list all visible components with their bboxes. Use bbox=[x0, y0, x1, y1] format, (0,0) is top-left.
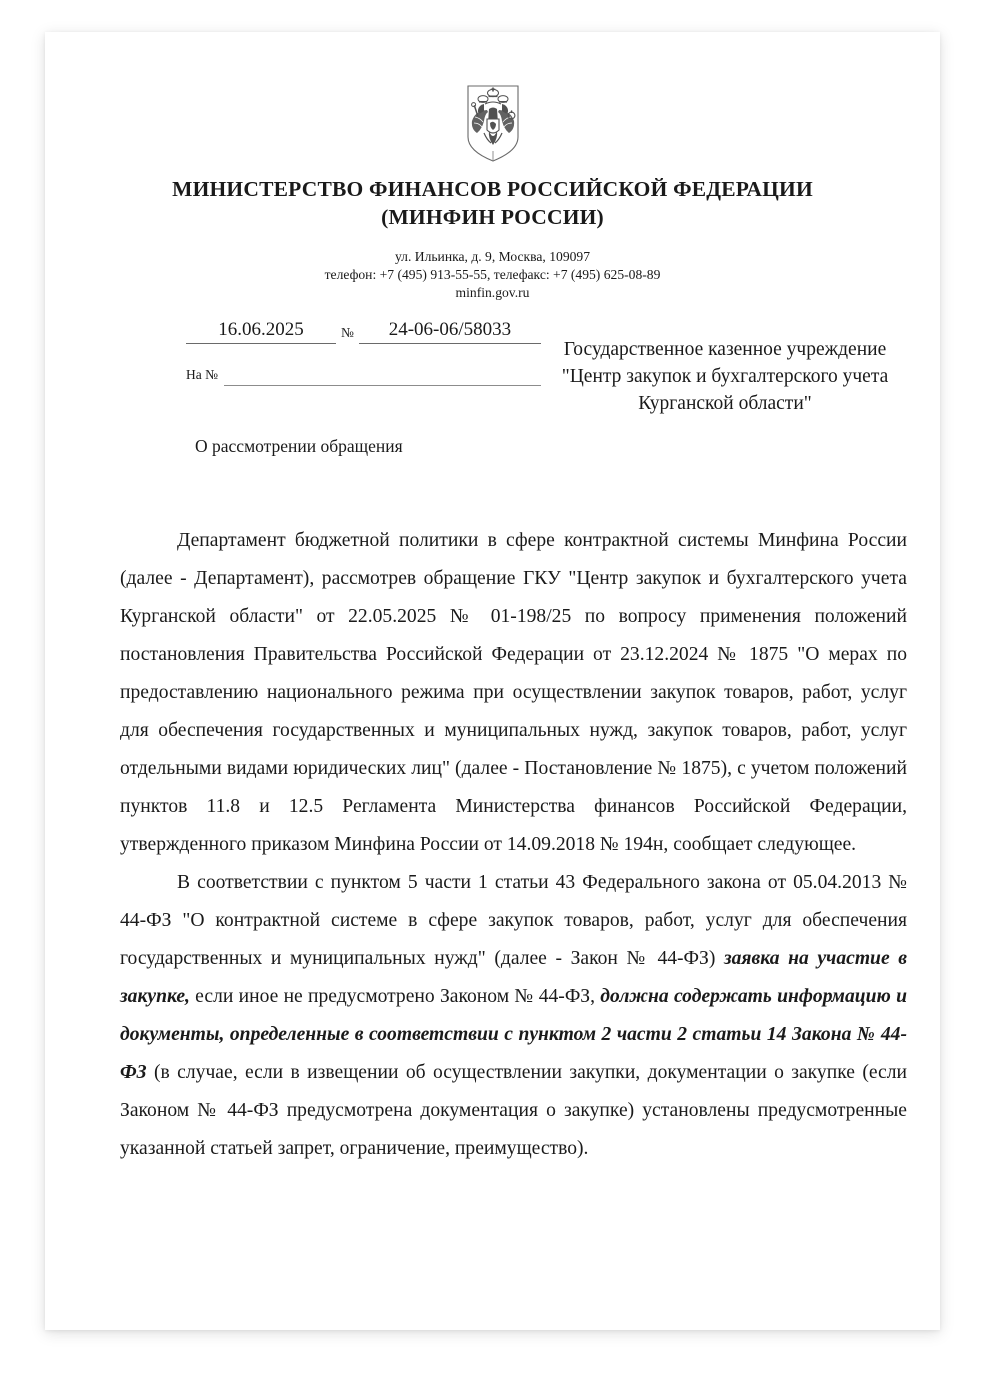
incoming-number-blank bbox=[224, 369, 541, 386]
incoming-number-label: На № bbox=[186, 367, 218, 382]
org-title-line1: МИНИСТЕРСТВО ФИНАНСОВ РОССИЙСКОЙ ФЕДЕРАЦИИ bbox=[172, 177, 813, 201]
document-content bbox=[45, 32, 940, 1330]
addressee-line2: "Центр закупок и бухгалтерского учета bbox=[561, 365, 889, 387]
addressee-line1: Государственное казенное учреждение bbox=[563, 339, 887, 360]
addressee-block bbox=[525, 337, 925, 418]
number-sign-label: № bbox=[341, 325, 354, 340]
letter-subject: О рассмотрении обращения bbox=[195, 436, 403, 456]
reference-block bbox=[186, 312, 541, 386]
paragraph-2-text-a: В соответствии с пунктом 5 части 1 статьи 43 Федерального закона от 05.04.2013 № 44-ФЗ "О контрактной системе в сфере закупок товаров, работ, услуг для обеспечения государственных и муниципальных нужд" (далее - Закон № 44-ФЗ) bbox=[120, 872, 907, 969]
letter-number: 24-06-06/58033 bbox=[359, 320, 541, 344]
letterhead-contacts bbox=[45, 248, 940, 302]
contact-address: ул. Ильинка, д. 9, Москва, 109097 bbox=[394, 249, 591, 264]
body-paragraph-2 bbox=[120, 864, 907, 1168]
document-page bbox=[45, 32, 940, 1330]
russian-coat-of-arms-icon bbox=[465, 85, 521, 163]
letter-date: 16.06.2025 bbox=[186, 320, 336, 344]
paragraph-2-text-c: (в случае, если в извещении об осуществлении закупки, документации о закупке (если Законом № 44-ФЗ предусмотрена документация о закупке) установлены предусмотренные указанной статьей запрет, ограничение, преимущество). bbox=[120, 1062, 907, 1159]
letter-body bbox=[120, 522, 907, 1168]
contact-phones: телефон: +7 (495) 913-55-55, телефакс: +7 (495) 625-08-89 bbox=[324, 266, 661, 282]
paragraph-2-emphasis-b: должна содержать информацию и документы, определенные в соответствии с пунктом 2 части 2 статьи 14 Закона № 44-ФЗ bbox=[120, 986, 908, 1083]
addressee-line3: Курганской области" bbox=[638, 392, 812, 414]
reference-row-incoming bbox=[186, 356, 541, 386]
body-paragraph-1 bbox=[120, 522, 907, 864]
paragraph-2-text-b: если иное не предусмотрено Законом № 44-ФЗ, bbox=[189, 986, 601, 1007]
emblem-container bbox=[45, 85, 940, 163]
paragraph-2-emphasis-a: заявка на участие в закупке, bbox=[120, 948, 907, 1007]
contact-website: minfin.gov.ru bbox=[455, 284, 530, 300]
reference-row-outgoing bbox=[186, 312, 541, 344]
organization-title bbox=[45, 175, 940, 232]
org-title-line2: (МИНФИН РОССИИ) bbox=[381, 205, 604, 230]
paragraph-1-text: Департамент бюджетной политики в сфере контрактной системы Минфина России (далее - Департамент), рассмотрев обращение ГКУ "Центр закупок и бухгалтерского учета Курганской области" от 22.05.2025 № 01-198/25 по вопросу применения положений постановления Правительства Российской Федерации от 23.12.2024 № 1875 "О мерах по предоставлению национального режима при осуществлении закупок товаров, работ, услуг для обеспечения государственных и муниципальных нужд, закупок товаров, работ, услуг отдельными видами юридических лиц" (далее - Постановление № 1875), с учетом положений пунктов 11.8 и 12.5 Регламента Министерства финансов Российской Федерации, утвержденного приказом Минфина России от 14.09.2018 № 194н, сообщает следующее. bbox=[120, 530, 907, 855]
